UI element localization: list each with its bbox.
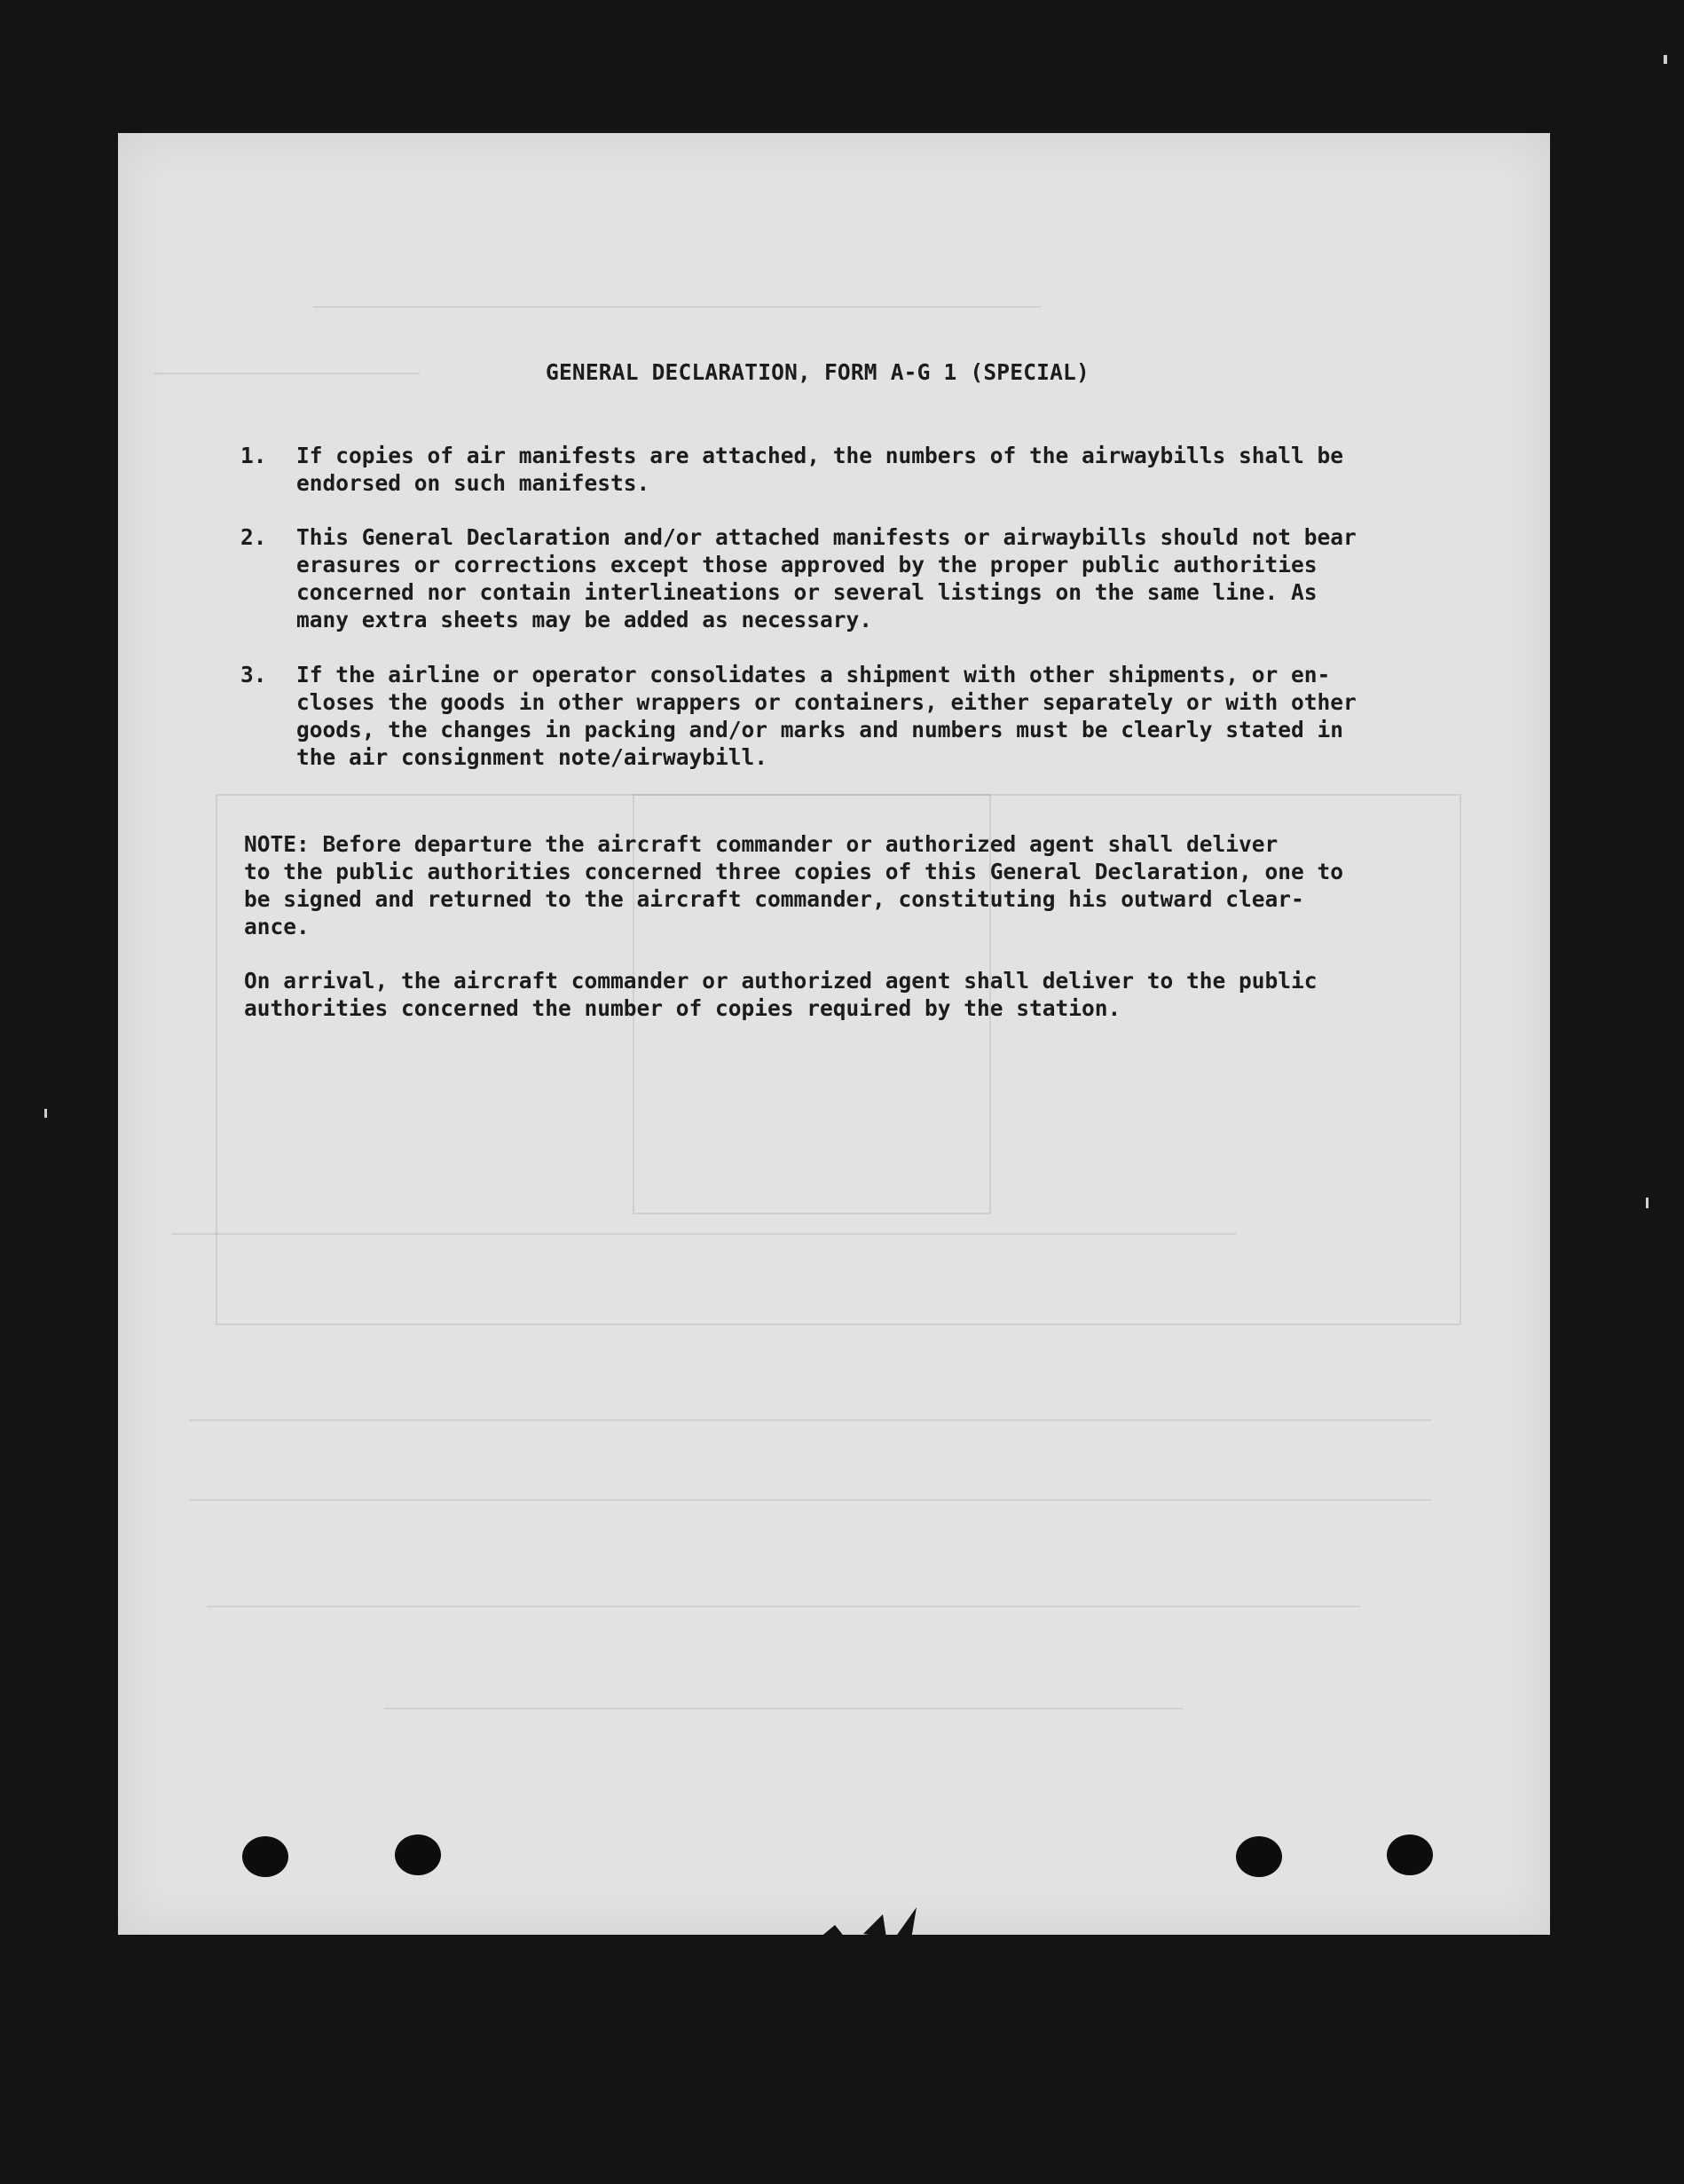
item-number: 1. xyxy=(240,443,267,468)
paper-sheet xyxy=(118,133,1550,1935)
list-item xyxy=(240,523,1429,633)
item-text: If the airline or operator consolidates a shipment with other shipments, or en- closes the goods in other wrappers or containers, either separately or with other goods, the changes in packing and/or marks and numbers must be clearly stated in the air consignment note/airwaybill. xyxy=(296,662,1357,770)
punch-hole xyxy=(1236,1836,1282,1877)
item-number: 2. xyxy=(240,524,267,550)
scan-mark xyxy=(44,1109,47,1118)
bleed-through-line xyxy=(313,306,1041,308)
bleed-through-line xyxy=(189,1499,1431,1501)
scan-mark xyxy=(1646,1198,1649,1208)
bleed-through-line xyxy=(207,1606,1360,1607)
bleed-through-line xyxy=(384,1708,1183,1709)
punch-hole xyxy=(242,1836,288,1877)
punch-hole xyxy=(395,1834,441,1875)
item-text: This General Declaration and/or attached manifests or airwaybills should not bear erasures or corrections except those approved by the proper public authorities concerned nor contain interlineations or several listings on the same line. As many extra sheets may be added as necessary. xyxy=(296,524,1357,632)
page-title: GENERAL DECLARATION, FORM A-G 1 (SPECIAL) xyxy=(546,359,1090,385)
arrival-paragraph: On arrival, the aircraft commander or authorized agent shall deliver to the public authorities concerned the number of copies required by the station. xyxy=(244,968,1318,1021)
bleed-through-line xyxy=(171,1233,1236,1235)
item-number: 3. xyxy=(240,662,267,687)
bottom-notch xyxy=(819,1898,925,1943)
bleed-through-line xyxy=(189,1419,1431,1421)
punch-hole xyxy=(1387,1834,1433,1875)
item-text: If copies of air manifests are attached, the numbers of the airwaybills shall be endorsed on such manifests. xyxy=(296,443,1344,496)
bleed-through-line xyxy=(153,373,420,374)
list-item xyxy=(240,442,1429,497)
note-paragraph: NOTE: Before departure the aircraft commander or authorized agent shall deliver to the public authorities concerned three copies of this General Declaration, one to be signed and returned to the aircraft commander, constituting his outward clear- ance. xyxy=(244,831,1344,939)
scan-mark xyxy=(1664,55,1667,64)
list-item xyxy=(240,661,1429,771)
